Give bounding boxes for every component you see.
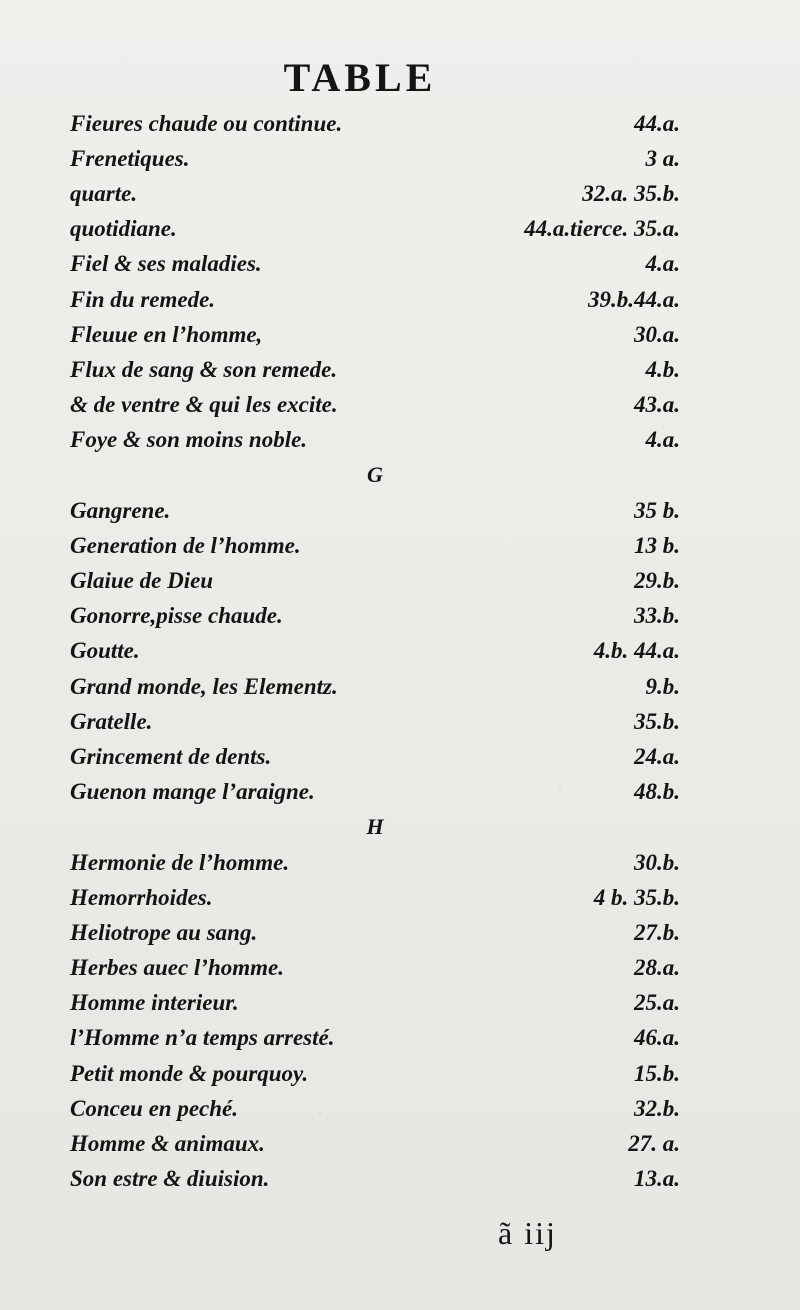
- index-entry: [70, 986, 680, 1021]
- entry-page-ref: 46.a.: [634, 1025, 680, 1051]
- index-entry: [70, 106, 680, 141]
- index-entry: [70, 951, 680, 986]
- entry-page-ref: 4.a.: [645, 251, 680, 277]
- entry-label: Homme interieur.: [70, 990, 239, 1016]
- entry-label: Homme & animaux.: [70, 1131, 265, 1157]
- index-entry: [70, 317, 680, 352]
- entry-page-ref: 3 a.: [645, 145, 680, 171]
- entry-page-ref: 25.a.: [634, 990, 680, 1016]
- index-entry: [70, 669, 680, 704]
- index-entry: [70, 1126, 680, 1161]
- entry-label: Foye & son moins noble.: [70, 427, 308, 453]
- index-entry: [70, 528, 680, 563]
- entry-page-ref: 27. a.: [628, 1131, 680, 1157]
- entry-label: Gratelle.: [70, 708, 153, 734]
- entry-label: Goutte.: [70, 638, 140, 664]
- entry-label: quotidiane.: [70, 216, 177, 242]
- entry-page-ref: 32.b.: [634, 1095, 680, 1121]
- section-letter-label: G: [367, 462, 383, 488]
- entry-label: l’Homme n’a temps arresté.: [70, 1025, 335, 1051]
- index-entry: [70, 1162, 680, 1197]
- entry-label: Petit monde & pourquoy.: [70, 1060, 309, 1086]
- entry-label: quarte.: [70, 180, 138, 206]
- section-letter-label: H: [366, 814, 384, 840]
- index-entry: [70, 352, 680, 387]
- entry-label: Herbes auec l’homme.: [70, 955, 284, 981]
- entry-page-ref: 13.a.: [634, 1166, 680, 1192]
- index-entry: [70, 247, 680, 282]
- index-entry: [70, 775, 680, 810]
- index-entry: [70, 845, 680, 880]
- entry-label: Fin du remede.: [70, 286, 216, 312]
- entry-label: Conceu en peché.: [70, 1095, 239, 1121]
- entry-label: Gonorre,pisse chaude.: [70, 603, 283, 629]
- index-list: [70, 106, 680, 1197]
- index-entry: [70, 563, 680, 598]
- entry-page-ref: 4.b.: [645, 356, 680, 382]
- index-entry: [70, 634, 680, 669]
- index-entry: [70, 599, 680, 634]
- entry-page-ref: 30.a.: [634, 321, 680, 347]
- section-letter: [70, 458, 680, 493]
- entry-label: Glaiue de Dieu: [70, 568, 214, 594]
- entry-page-ref: 4 b. 35.b.: [593, 884, 680, 910]
- entry-page-ref: 24.a.: [634, 743, 680, 769]
- index-entry: [70, 388, 680, 423]
- entry-page-ref: 35 b.: [634, 497, 680, 523]
- entry-label: Frenetiques.: [70, 145, 190, 171]
- entry-label: Fleuue en l’homme,: [70, 321, 263, 347]
- entry-page-ref: 32.a. 35.b.: [582, 180, 680, 206]
- entry-label: Grincement de dents.: [70, 743, 272, 769]
- index-entry: [70, 739, 680, 774]
- entry-page-ref: 28.a.: [634, 955, 680, 981]
- index-entry: [70, 212, 680, 247]
- entry-label: Fiel & ses maladies.: [70, 251, 262, 277]
- index-entry: [70, 141, 680, 176]
- entry-page-ref: 33.b.: [634, 603, 680, 629]
- index-entry: [70, 1021, 680, 1056]
- entry-label: Hemorrhoides.: [70, 884, 213, 910]
- entry-page-ref: 30.b.: [634, 849, 680, 875]
- index-entry: [70, 915, 680, 950]
- entry-label: Grand monde, les Elementz.: [70, 673, 338, 699]
- index-entry: [70, 704, 680, 739]
- entry-label: Hermonie de l’homme.: [70, 849, 290, 875]
- entry-page-ref: 4.a.: [645, 427, 680, 453]
- entry-label: Heliotrope au sang.: [70, 919, 258, 945]
- entry-page-ref: 9.b.: [645, 673, 680, 699]
- entry-label: Guenon mange l’araigne.: [70, 779, 315, 805]
- entry-page-ref: 48.b.: [634, 779, 680, 805]
- entry-page-ref: 44.a.: [634, 110, 680, 136]
- index-entry: [70, 176, 680, 211]
- index-entry: [70, 493, 680, 528]
- index-entry: [70, 1091, 680, 1126]
- entry-label: Generation de l’homme.: [70, 532, 301, 558]
- entry-page-ref: 4.b. 44.a.: [593, 638, 680, 664]
- entry-page-ref: 44.a.tierce. 35.a.: [524, 216, 680, 242]
- index-entry: [70, 1056, 680, 1091]
- entry-page-ref: 43.a.: [634, 392, 680, 418]
- entry-page-ref: 35.b.: [634, 708, 680, 734]
- entry-page-ref: 39.b.44.a.: [588, 286, 680, 312]
- index-entry: [70, 423, 680, 458]
- entry-page-ref: 29.b.: [634, 568, 680, 594]
- entry-label: Fieures chaude ou continue.: [70, 110, 343, 136]
- entry-page-ref: 15.b.: [634, 1060, 680, 1086]
- page-title: TABLE: [283, 55, 437, 100]
- index-entry: [70, 282, 680, 317]
- entry-label: & de ventre & qui les excite.: [70, 392, 338, 418]
- entry-label: Flux de sang & son remede.: [70, 356, 338, 382]
- section-letter: [70, 810, 680, 845]
- index-entry: [70, 880, 680, 915]
- entry-page-ref: 27.b.: [634, 919, 680, 945]
- entry-page-ref: 13 b.: [634, 532, 680, 558]
- entry-label: Gangrene.: [70, 497, 171, 523]
- page-signature: ã iij: [498, 1215, 557, 1251]
- entry-label: Son estre & diuision.: [70, 1166, 270, 1192]
